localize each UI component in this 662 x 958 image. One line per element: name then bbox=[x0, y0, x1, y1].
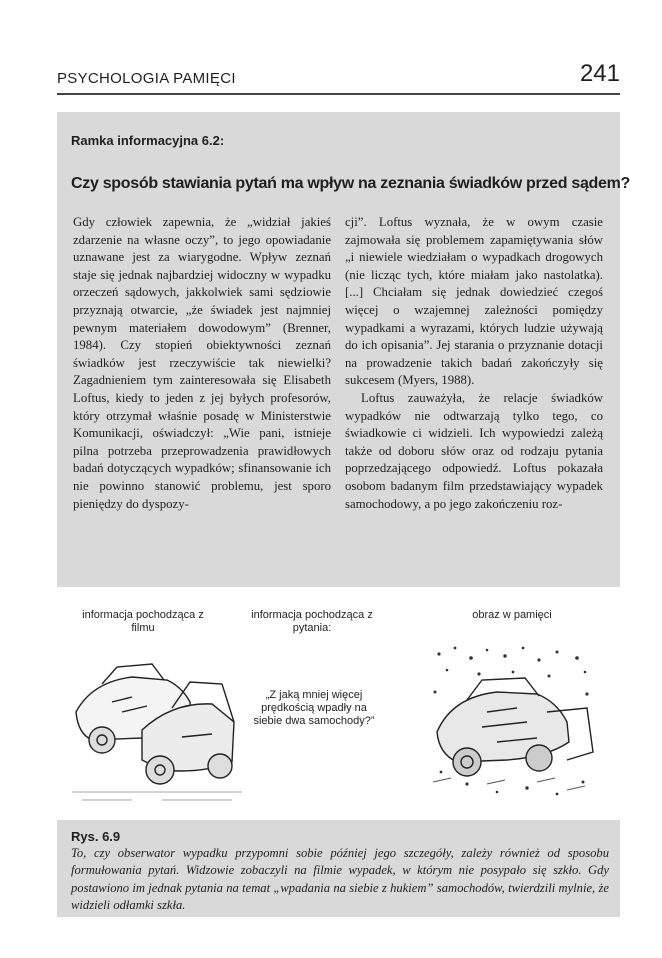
figure-label-memory: obraz w pamięci bbox=[472, 609, 552, 621]
paragraph: cji”. Loftus wyznała, że w owym czasie zajmowała się problemem zapamiętywania słów „i niewiele wiedziałam o wypadkach drogowych (nie licząc tych, które miałam jako nastolatka).[...] Chciałam się jednak dowiedzieć czegoś więcej o wzajemnej zależności pomiędzy wypadkami a wyrazami, których ludzie używają do ich opisania”. Jej starania o przyznanie dotacji na prowadzenie takich badań zakończyły się sukcesem (Myers, 1988). bbox=[345, 215, 603, 388]
paragraph: Gdy człowiek zapewnia, że „widział jakieś zdarzenie na własne oczy”, to jego opowiadanie uznawane jest za wiarygodne. Wpływ zeznań staje się jednak najbardziej widoczny w wypadku orzeczeń sądowych, jakkolwiek sami sędziowie przyznają otwarcie, „że świadek jest najmniej pewnym materiałem dowodowym” (Brenner, 1984). Czy stopień obiektywności zeznań świadków jest rzeczywiście tak niewielki? Zagadnieniem tym zainteresowała się Elisabeth Loftus, kiedy to jeden z jej byłych profesorów, który otrzymał właśnie posadę w Ministerstwie Komunikacji, oświadczył: „Wie pani, istnieje pilna potrzeba przeprowadzenia prawidłowych badań dotyczących wypadków; sfinansowanie ich nie powinno stanowić problemu, jest sporo pieniędzy do dyspozy- bbox=[73, 215, 331, 511]
car-collision-memory-drawing bbox=[427, 642, 597, 807]
info-box bbox=[57, 112, 631, 917]
car-collision-film-drawing bbox=[72, 642, 242, 807]
figure-question: „Z jaką mniej więcej prędkością wpadły na siebie dwa samochody?” bbox=[253, 689, 375, 727]
figure-label-film: informacja pochodząca z filmu bbox=[82, 609, 204, 634]
page-number: 241 bbox=[579, 60, 620, 87]
figure-caption: To, czy obserwator wypadku przypomni sobie później jego szczegóły, zależy również od sposobu formułowania pytań. Widzowie zobaczyli na filmie wypadek, w którym nie posypało się szkło. Gdy postawiono im jednak pytania na temat „wpadania na siebie z hukiem” samochodów, twierdzili mylnie, że widzieli odłamki szkła. bbox=[71, 846, 609, 913]
box-label: Ramka informacyjna 6.2: bbox=[71, 133, 225, 148]
figure-illustration bbox=[57, 587, 620, 820]
paragraph: Loftus zauważyła, że relacje świadków wypadków nie odtwarzają tylko tego, co świadkowie ci widzieli. Ich wypowiedzi zależą także od doboru słów oraz od rodzaju pytania poprzedzającego odpowiedź. Loftus pokazała osobom badanym film przedstawiający wypadek samochodowy, a po jego zakończeniu roz- bbox=[345, 390, 603, 511]
figure-label-question: informacja pochodząca z pytania: bbox=[251, 609, 373, 634]
header-rule bbox=[57, 93, 620, 95]
figure-caption-title: Rys. 6.9 bbox=[71, 829, 121, 844]
box-heading: Czy sposób stawiania pytań ma wpływ na zeznania świadków przed sądem? bbox=[71, 175, 631, 192]
running-header-title: PSYCHOLOGIA PAMIĘCI bbox=[57, 70, 236, 87]
left-column bbox=[73, 214, 331, 513]
right-column bbox=[345, 214, 603, 513]
